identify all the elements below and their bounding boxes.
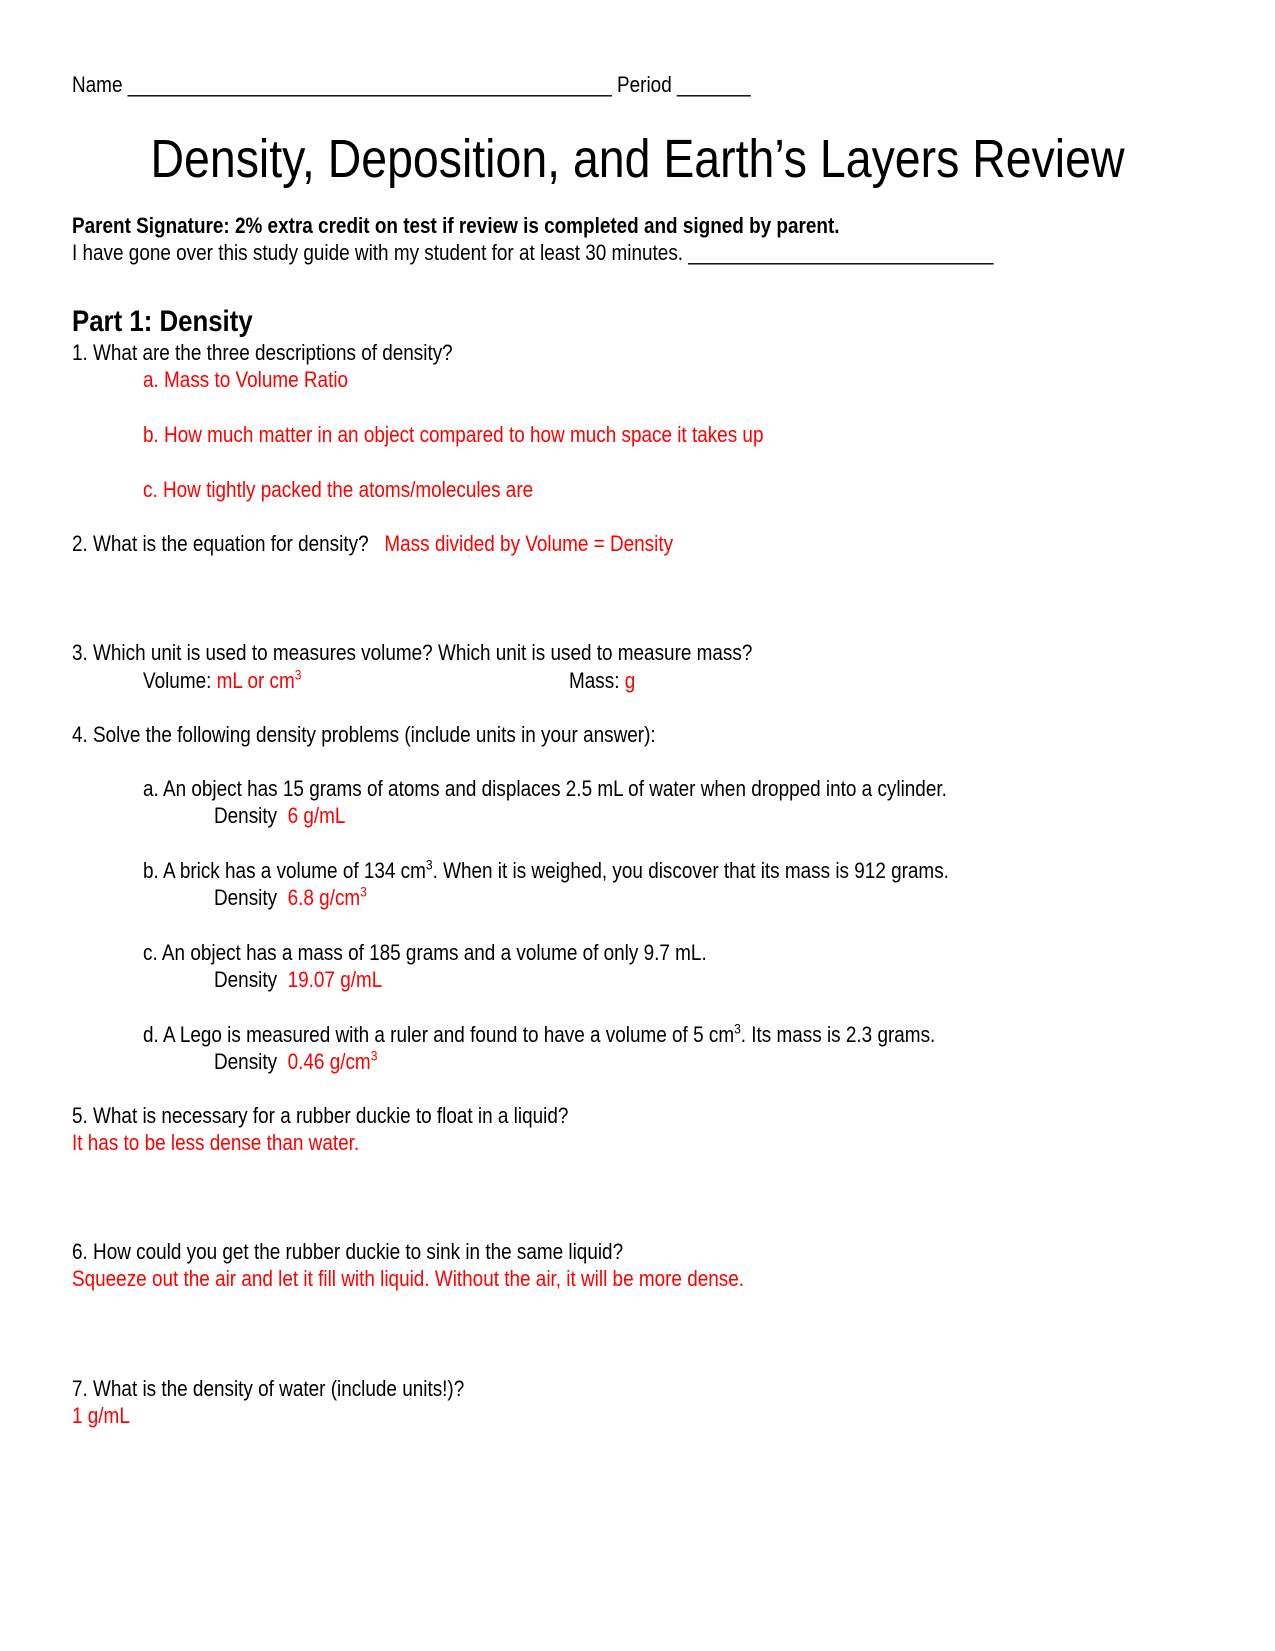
q3-volume-answer-text: mL or cm bbox=[216, 668, 295, 693]
q3-mass bbox=[569, 668, 635, 694]
parent-statement: I have gone over this study guide with my student for at least 30 minutes. bbox=[72, 240, 684, 265]
q4d-problem bbox=[143, 1022, 935, 1048]
q4d-answer-sup: 3 bbox=[370, 1047, 378, 1064]
q7-question: 7. What is the density of water (include units!)? bbox=[72, 1376, 465, 1401]
density-label: Density bbox=[214, 967, 278, 992]
q4d-answer bbox=[288, 1049, 378, 1074]
q1-answer-c: c. How tightly packed the atoms/molecules are bbox=[143, 477, 534, 502]
period-blank: _______ bbox=[676, 72, 751, 97]
q4b-text-before: b. A brick has a volume of 134 cm bbox=[143, 858, 426, 883]
parent-statement-line bbox=[72, 240, 993, 266]
q3-volume-label: Volume: bbox=[143, 668, 212, 693]
parent-signature-heading: Parent Signature: 2% extra credit on test if review is completed and signed by parent. bbox=[72, 213, 840, 238]
q6-answer: Squeeze out the air and let it fill with liquid. Without the air, it will be more dense. bbox=[72, 1266, 745, 1291]
page-title: Density, Deposition, and Earth’s Layers Review bbox=[150, 129, 1125, 189]
q4b-text-after: . When it is weighed, you discover that its mass is 912 grams. bbox=[432, 858, 949, 883]
q4b-answer-text: 6.8 g/cm bbox=[287, 885, 361, 910]
q3-volume-answer bbox=[217, 668, 302, 693]
q2-line bbox=[72, 531, 673, 557]
q4b-text-sup: 3 bbox=[425, 856, 433, 873]
q4a-density bbox=[214, 803, 345, 829]
period-label: Period bbox=[617, 72, 672, 97]
q3-volume-sup: 3 bbox=[294, 666, 302, 683]
q4d-answer-text: 0.46 g/cm bbox=[287, 1049, 371, 1074]
signature-blank: _____________________________ bbox=[688, 240, 994, 265]
q4d-text-before: d. A Lego is measured with a ruler and found to have a volume of 5 cm bbox=[143, 1022, 735, 1047]
q4-question: 4. Solve the following density problems (include units in your answer): bbox=[72, 722, 656, 747]
q3-question: 3. Which unit is used to measures volume? Which unit is used to measure mass? bbox=[72, 640, 753, 665]
density-label: Density bbox=[214, 1049, 278, 1074]
q4b-problem bbox=[143, 858, 949, 884]
q5-answer: It has to be less dense than water. bbox=[72, 1130, 360, 1155]
q4a-answer: 6 g/mL bbox=[287, 803, 346, 828]
q2-question: 2. What is the equation for density? bbox=[72, 531, 369, 556]
q4b-answer-sup: 3 bbox=[360, 883, 367, 900]
q1-answer-b: b. How much matter in an object compared to how much space it takes up bbox=[143, 422, 764, 447]
part1-heading: Part 1: Density bbox=[72, 305, 253, 338]
q7-answer: 1 g/mL bbox=[72, 1403, 130, 1428]
name-blank: ______________________________________________ bbox=[127, 72, 612, 97]
q4d-text-sup: 3 bbox=[734, 1020, 741, 1037]
q4c-answer: 19.07 g/mL bbox=[287, 967, 383, 992]
q4b-answer bbox=[288, 885, 367, 910]
name-line bbox=[72, 72, 751, 98]
name-label: Name bbox=[72, 72, 123, 97]
q2-answer: Mass divided by Volume = Density bbox=[384, 531, 674, 556]
q4a-problem: a. An object has 15 grams of atoms and displaces 2.5 mL of water when dropped into a cylinder. bbox=[143, 776, 947, 801]
q4c-problem: c. An object has a mass of 185 grams and a volume of only 9.7 mL. bbox=[143, 940, 707, 965]
q4d-text-after: . Its mass is 2.3 grams. bbox=[740, 1022, 936, 1047]
q3-volume bbox=[143, 668, 301, 694]
q3-mass-label: Mass: bbox=[569, 668, 620, 693]
density-label: Density bbox=[214, 803, 278, 828]
density-label: Density bbox=[214, 885, 278, 910]
q5-question: 5. What is necessary for a rubber duckie to float in a liquid? bbox=[72, 1103, 569, 1128]
q4b-density bbox=[214, 885, 367, 911]
q4d-density bbox=[214, 1049, 377, 1075]
q6-question: 6. How could you get the rubber duckie to sink in the same liquid? bbox=[72, 1239, 624, 1264]
q1-question: 1. What are the three descriptions of density? bbox=[72, 340, 453, 365]
q1-answer-a: a. Mass to Volume Ratio bbox=[143, 367, 349, 392]
q3-mass-answer: g bbox=[624, 668, 636, 693]
q4c-density bbox=[214, 967, 382, 993]
